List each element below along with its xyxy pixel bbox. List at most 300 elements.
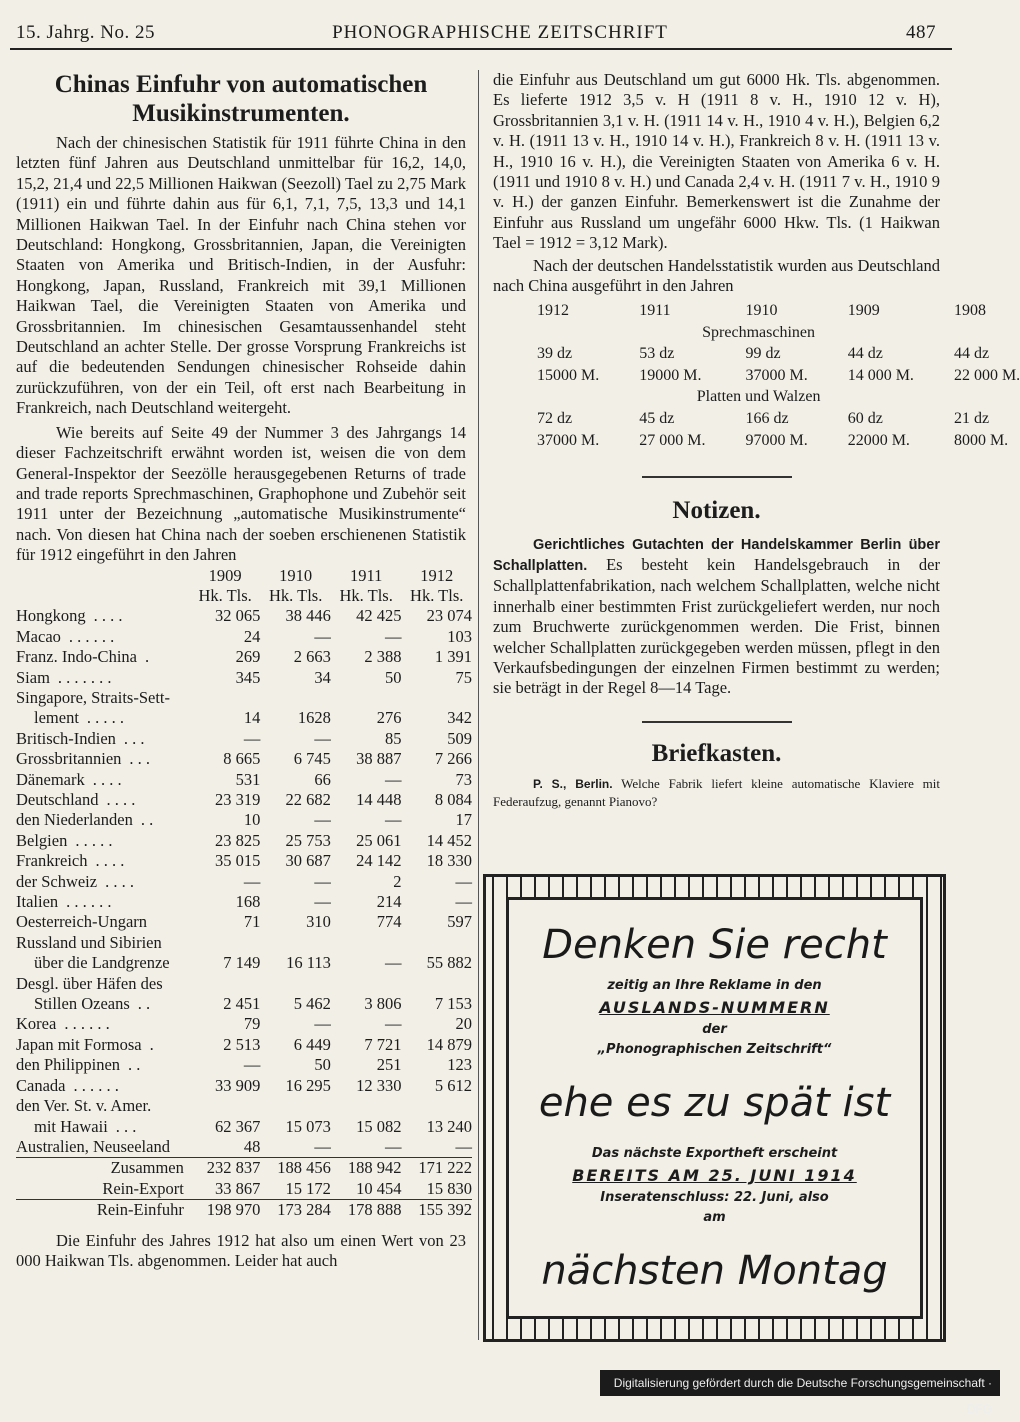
briefkasten-text: Welche Fabrik liefert kleine automatische Klaviere mit Federaufzug, genannt Pianovo? [493,775,941,809]
briefkasten-heading: Briefkasten. [651,739,782,767]
total-value: 171 222 [401,1158,472,1179]
value-cell: 5 612 [434,1075,472,1095]
left-column [16,70,472,1271]
article-title [16,70,466,128]
total-value: 232 837 [190,1158,261,1179]
table-row [16,688,472,708]
article-paragraph-3: Die Einfuhr des Jahres 1912 hat also um einen Wert von 23 000 Haikwan Tls. abgenommen. Leider hat auch [16,1230,466,1270]
article-paragraph-2: Wie bereits auf Seite 49 der Nummer 3 des Jahrgangs 14 dieser Fachzeitschrift erwähnt worden ist, weisen die von dem General-Inspektor der Seezölle herausgegebenen Returns of trade and trade reports Sprechmaschinen, Graphophone und Zubehör seit 1911 unter der Bezeichnung „automatische Musikinstrumente“ nach. Von diesen hat China nach der soeben erschienenen Statistik für 1912 eingeführt in den Jahren [16,422,466,565]
value-cell: — [314,1136,331,1156]
de-cell: 44 dz [847,345,883,363]
value-cell: — [384,1136,402,1156]
table-row [16,1137,472,1158]
country-cell [16,1096,190,1116]
de-qty-row [497,408,1020,430]
value-cell: — [314,892,331,912]
header-rule [10,48,952,50]
table-row [16,606,472,626]
table-row [16,1055,472,1075]
value-cell: 14 879 [426,1034,472,1054]
total-row [16,1179,472,1200]
advertisement-frame [483,874,946,1342]
de-cell: 39 dz [537,345,573,363]
value-cell: 62 367 [215,1116,261,1136]
table-unit-row [16,586,472,606]
value-cell: 16 295 [285,1075,331,1095]
value-cell: 103 [447,626,472,646]
de-cell: 14 000 M. [847,366,914,384]
de-cell: 1911 [639,302,671,320]
value-cell: — [314,810,331,830]
value-cell: 55 882 [426,953,472,973]
table-row [16,810,472,830]
country-cell [16,953,190,973]
value-cell: — [314,728,331,748]
de-cell: 8000 M. [953,431,1009,449]
country-cell [16,1014,190,1034]
value-cell: 5 462 [293,994,331,1014]
table-row [16,1076,472,1096]
value-cell: 34 [314,667,331,687]
value-cell: 2 451 [223,994,261,1014]
value-cell [190,1096,261,1116]
issue-number: 15. Jahrg. No. 25 [16,22,156,43]
value-cell: 14 448 [356,790,402,809]
leader-dots: . . . . . . . [57,667,112,687]
value-cell: 7 153 [434,994,472,1014]
de-cell: 37000 M. [745,366,808,384]
value-cell: 16 113 [286,953,331,973]
table-year: 1910 [279,565,313,585]
value-cell: 2 513 [223,1034,261,1054]
country-name: Italien [16,892,59,912]
value-cell: 2 388 [364,647,402,667]
country-cell [16,892,190,912]
value-cell: — [243,728,261,748]
country-name: Russland und Sibirien [16,932,162,952]
table-row [16,668,472,688]
value-cell [331,1096,402,1116]
german-stats-paragraph: Nach der deutschen Handelsstatistik wurden aus Deutschland nach China ausgeführt in den Jahren [493,255,940,296]
country-cell [16,912,190,932]
country-cell [16,994,190,1014]
value-cell [260,1096,331,1116]
de-group-platten [497,387,1020,409]
notizen-lead: Gerichtliches Gutachten der Handelskammer Berlin über Schallplatten. [493,536,940,575]
briefkasten-lead: P. S., Berlin. [533,776,613,791]
country-cell [16,831,190,851]
article-title-line1: Chinas Einfuhr von automatischen [54,71,428,98]
table-row [16,627,472,647]
table-row [16,953,472,973]
table-row [16,974,472,994]
value-cell: 276 [376,708,402,728]
value-cell [190,688,261,708]
total-value: 188 456 [260,1158,331,1179]
leader-dots: . . . [129,749,151,769]
value-cell: 6 745 [293,749,331,769]
value-cell: 30 687 [285,851,331,871]
de-group-sprechmaschinen-label: Sprechmaschinen [702,323,816,341]
value-cell: 15 073 [285,1116,331,1136]
table-corner [16,586,190,606]
country-cell [16,1055,190,1075]
value-cell [331,688,402,708]
value-cell: 7 266 [434,749,472,769]
country-name: den Philippinen [16,1055,121,1075]
value-cell: 71 [243,912,261,932]
ad-line-11: nächsten Montag [541,1248,888,1294]
leader-dots: . . . . . [75,830,113,850]
country-cell [16,749,190,769]
de-group-platten-label: Platten und Walzen [696,388,821,406]
total-label: Zusammen [16,1158,190,1179]
total-row [16,1200,472,1221]
leader-dots: . [149,1034,154,1054]
table-year: 1909 [208,565,242,585]
value-cell: 1 391 [434,647,472,667]
table-row [16,647,472,667]
de-years-row [497,300,1020,322]
value-cell [331,933,402,953]
country-name: lement [34,708,79,728]
leader-dots: . . . . [92,769,122,789]
value-cell: 1628 [297,708,331,728]
leader-dots: . . [128,1055,141,1075]
value-cell: 20 [455,1014,472,1034]
value-cell: 8 665 [223,749,261,769]
ad-line-5: „Phonographischen Zeitschrift“ [597,1042,832,1057]
value-cell: 8 084 [434,790,472,809]
country-name: den Ver. St. v. Amer. [16,1096,152,1116]
de-cell: 15000 M. [537,366,600,384]
value-cell [331,974,402,994]
notizen-paragraph [493,534,940,699]
journal-title: PHONOGRAPHISCHE ZEITSCHRIFT [332,22,668,43]
country-cell [16,1076,190,1096]
value-cell: 79 [243,1014,261,1034]
value-cell: 24 [243,626,261,646]
article-paragraph-1: Nach der chinesischen Statistik für 1911 führte China in den letzten fünf Jahren aus Deutschland unmittelbar für 16,2, 14,0, 15,2, 21,4 und 22,5 Millionen Haikwan (Seezoll) Tael zu 2,75 Mark (1911) ein und führte dahin aus für 6,1, 7,1, 7,5, 13,3 und 14,1 Millionen Haikwan Tael. In der Einfuhr nach China stehen vor Deutschland: Hongkong, Grossbritannien, Japan, die Vereinigten Staaten von Amerika und Britisch-Indien, in der Ausfuhr: Hongkong, Japan, Russland, Frankreich mit 39,1 Millionen Haikwan Tael, die Vereinigten Staaten von Amerika und Grossbritannien. Im chinesischen Gesamtaussenhandel steht Deutschland an achter Stelle. Der grosse Vorsprung Frankreichs ist auf die bedeutenden Sendungen chinesischer Rohseide dahin zurückzuführen, von der ein Teil, oft erst nach Bearbeitung in Frankreich, nach Deutschland weitergeht. [16,133,466,418]
value-cell: 42 425 [356,606,402,626]
de-cell: 19000 M. [639,366,702,384]
value-cell: 214 [376,892,402,912]
ad-line-1: Denken Sie recht [542,922,887,968]
value-cell: 22 682 [285,790,331,809]
digitization-footer: Digitalisierung gefördert durch die Deutsche Forschungsgemeinschaft · DFG [600,1370,1000,1396]
country-name: Frankreich [16,851,88,871]
value-cell: 531 [235,769,261,789]
country-name: Korea [16,1014,57,1034]
ad-line-7: Das nächste Exportheft erscheint [591,1146,838,1161]
value-cell: 66 [314,769,331,789]
country-name: Desgl. über Häfen des [16,973,163,993]
country-cell [16,606,190,626]
leader-dots: . . . . . . [64,1014,110,1034]
table-row [16,994,472,1014]
country-name: Dänemark [16,769,85,789]
value-cell: 73 [455,769,472,789]
table-corner [16,566,190,586]
value-cell: 7 149 [223,953,261,973]
total-value: 33 867 [215,1178,261,1198]
value-cell: 12 330 [356,1075,402,1095]
value-cell: 2 663 [293,647,331,667]
country-cell [16,1117,190,1137]
value-cell: 269 [235,647,261,667]
ad-line-3: AUSLANDS-NUMMERN [599,998,830,1017]
country-name: mit Hawaii [34,1116,108,1136]
de-cell: 1912 [537,302,569,320]
table-row [16,933,472,953]
leader-dots: . [144,647,150,667]
value-cell [190,933,261,953]
value-cell: 23 319 [215,790,261,809]
article-continued-paragraph: die Einfuhr aus Deutschland um gut 6000 Hk. Tls. abgenommen. Es lieferte 1912 3,5 v. H (1911 8 v. H., 1910 12 v. H), Grossbritannien 3,1 v. H. (1911 14 v. H., 1910 4 v. H.), Belgien 6,2 v. H. (1911 13 v. H., 1910 14 v. H.), Frankreich 8 v. H. (1911 13 v. H., 1910 16 v. H.), die Vereinigten Staaten von Amerika 6 v. H. (1911 und 1910 8 v. H.) und Canada 2,4 v. H. (1911 7 v. H., 1910 9 v. H.) der ganzen Einfuhr. Bemerkenswert ist die Zunahme der Einfuhr aus Russland um ungefähr 6000 Hkw. Tls. (1 Haikwan Tael = 1912 = 3,12 Mark). [493,70,940,253]
table-row [16,851,472,871]
country-name: Deutschland [16,790,99,809]
table-row [16,790,472,810]
table-row [16,1014,472,1034]
de-cell: 166 dz [745,410,789,428]
table-row [16,729,472,749]
right-column [493,70,1020,811]
leader-dots: . . . . . . [68,626,115,646]
value-cell: — [384,626,402,646]
total-label: Rein-Export [102,1178,184,1198]
import-table [16,566,472,1221]
country-name: Britisch-Indien [16,728,116,748]
value-cell: — [314,1014,331,1034]
country-cell [16,1137,190,1158]
value-cell: 251 [376,1055,402,1075]
country-cell [16,933,190,953]
country-name: Hongkong [16,606,86,626]
table-row [16,708,472,728]
de-group-sprechmaschinen [497,322,1020,344]
total-label: Rein-Einfuhr [16,1200,190,1221]
table-row [16,1096,472,1116]
de-qty-row [497,344,1020,366]
value-cell: 774 [376,912,402,932]
value-cell: 15 082 [356,1116,402,1136]
leader-dots: . . . . . [86,708,125,728]
briefkasten-paragraph [493,775,940,811]
table-row [16,872,472,892]
leader-dots: . . [140,810,154,830]
value-cell: 23 074 [426,606,472,626]
value-cell: 32 065 [215,606,261,626]
value-cell: 168 [235,892,261,912]
value-cell: 25 753 [285,830,331,850]
value-cell: 3 806 [364,994,402,1014]
value-cell: 7 721 [364,1034,402,1054]
de-cell: 21 dz [953,410,990,428]
value-cell: 123 [447,1055,472,1075]
table-row [16,1035,472,1055]
total-value: 188 942 [331,1158,402,1179]
country-cell [16,770,190,790]
notizen-heading: Notizen. [672,496,761,524]
table-year: 1912 [420,565,454,585]
value-cell: 310 [306,912,331,932]
table-row [16,912,472,932]
value-cell: — [384,1014,402,1034]
value-cell: — [384,953,402,973]
value-cell [260,688,331,708]
value-cell: 50 [384,667,402,687]
country-name: Japan mit Formosa [16,1034,142,1054]
value-cell: 38 887 [356,749,402,769]
country-name: Singapore, Straits-Sett- [16,687,170,707]
country-cell [16,851,190,871]
value-cell: — [243,1055,261,1075]
country-cell [16,974,190,994]
table-row [16,749,472,769]
total-value: 155 392 [401,1200,472,1221]
de-cell: 1908 [953,302,986,320]
leader-dots: . . . . [95,851,125,871]
value-cell [260,933,331,953]
leader-dots: . . . . [93,606,123,626]
leader-dots: . . . . . . [73,1075,119,1095]
total-value: 15 830 [426,1178,472,1198]
ad-line-2: zeitig an Ihre Reklame in den [607,978,822,993]
country-name: über die Landgrenze [34,953,170,973]
value-cell: 38 446 [285,606,331,626]
de-cell: 53 dz [639,345,675,363]
value-cell: 25 061 [356,830,402,850]
table-year: 1911 [349,565,383,585]
value-cell: 6 449 [293,1034,331,1054]
country-name: Franz. Indo-China [16,647,137,667]
value-cell: — [314,871,331,891]
value-cell: — [314,626,331,646]
country-name: der Schweiz [16,871,98,891]
country-name: Belgien [16,830,68,850]
table-unit: Hk. Tls. [269,585,323,605]
ad-line-8: BEREITS AM 25. JUNI 1914 [572,1166,857,1185]
total-value: 173 284 [260,1200,331,1221]
ad-line-10: am [703,1210,726,1225]
country-cell [16,729,190,749]
value-cell: 18 330 [426,851,472,871]
value-cell: 17 [455,810,472,830]
value-cell: 14 [243,708,261,728]
value-cell: 33 909 [215,1075,261,1095]
value-cell: 85 [384,728,402,748]
de-cell: 27 000 M. [639,431,706,449]
country-cell [16,627,190,647]
de-cell: 22 000 M. [953,366,1020,384]
value-cell: 342 [447,708,472,728]
country-name: den Niederlanden [16,810,133,830]
value-cell [401,1096,472,1116]
table-row [16,831,472,851]
value-cell: 2 [393,871,402,891]
country-name: Oesterreich-Ungarn [16,912,148,932]
leader-dots: . . . [123,728,145,748]
leader-dots: . . . . [106,790,136,809]
advertisement [506,897,923,1319]
country-name: Macao [16,626,61,646]
value-cell [190,974,261,994]
leader-dots: . . . . . . [66,892,112,912]
value-cell [260,974,331,994]
value-cell: 509 [447,728,472,748]
de-cell: 37000 M. [537,431,600,449]
table-unit: Hk. Tls. [410,585,464,605]
value-cell: 13 240 [426,1116,472,1136]
de-cell: 44 dz [953,345,990,363]
value-cell: 10 [243,810,261,830]
country-cell [16,688,190,708]
value-cell [401,933,472,953]
value-cell: 23 825 [215,830,261,850]
page-number: 487 [906,22,936,43]
country-name: Grossbritannien [16,749,122,769]
country-name: Stillen Ozeans [34,994,130,1014]
de-cell: 45 dz [639,410,675,428]
table-row [16,892,472,912]
value-cell: — [384,769,402,789]
de-cell: 1910 [745,302,778,320]
de-value-row [497,365,1020,387]
column-divider [478,70,479,1340]
country-cell [16,810,190,830]
value-cell: — [455,1136,472,1156]
german-export-table [497,300,1020,451]
total-value: 198 970 [190,1200,261,1221]
country-name: Canada [16,1075,66,1095]
table-year-row [16,566,472,586]
value-cell: 597 [447,912,472,932]
country-cell [16,708,190,728]
de-cell: 97000 M. [745,431,808,449]
value-cell: 75 [455,667,472,687]
total-value: 178 888 [331,1200,402,1221]
leader-dots: . . [137,994,151,1014]
de-cell: 1909 [847,302,880,320]
total-value: 15 172 [285,1178,331,1198]
value-cell: 50 [314,1055,331,1075]
country-cell [16,790,190,810]
section-rule-2 [642,721,792,723]
ad-line-9: Inseratenschluss: 22. Juni, also [600,1190,829,1205]
value-cell [401,688,472,708]
notizen-text: Es besteht kein Handelsgebrauch in der Schallplattenfabrikation, nach welchem Schallplatten, welche nicht innerhalb einer bestimmten Frist zurückgeliefert werden, nur noch zum Bruchwerte zurückgenommen werden. Die Frist, binnen welcher Schallplatten zurückgegeben werden müssen, pflegt in den Verkaufsbedingungen der einzelnen Firmen bestimmt zu werden; sie beträgt in der Regel 8—14 Tage. [493,555,940,698]
section-rule-1 [642,476,792,478]
total-row [16,1158,472,1179]
ad-line-4: der [702,1022,727,1037]
value-cell: — [384,810,402,830]
value-cell: — [455,871,472,891]
ad-line-6: ehe es zu spät ist [538,1080,891,1126]
table-unit: Hk. Tls. [339,585,393,605]
de-cell: 60 dz [847,410,883,428]
country-name: Australien, Neuseeland [16,1136,170,1156]
value-cell: 35 015 [215,851,261,871]
table-row [16,770,472,790]
country-cell [16,668,190,688]
de-cell: 22000 M. [847,431,910,449]
value-cell: 24 142 [356,851,402,871]
article-title-line2: Musikinstrumenten. [132,100,350,127]
country-cell [16,872,190,892]
de-value-row [497,430,1020,452]
value-cell: — [455,892,472,912]
value-cell: 345 [235,667,261,687]
